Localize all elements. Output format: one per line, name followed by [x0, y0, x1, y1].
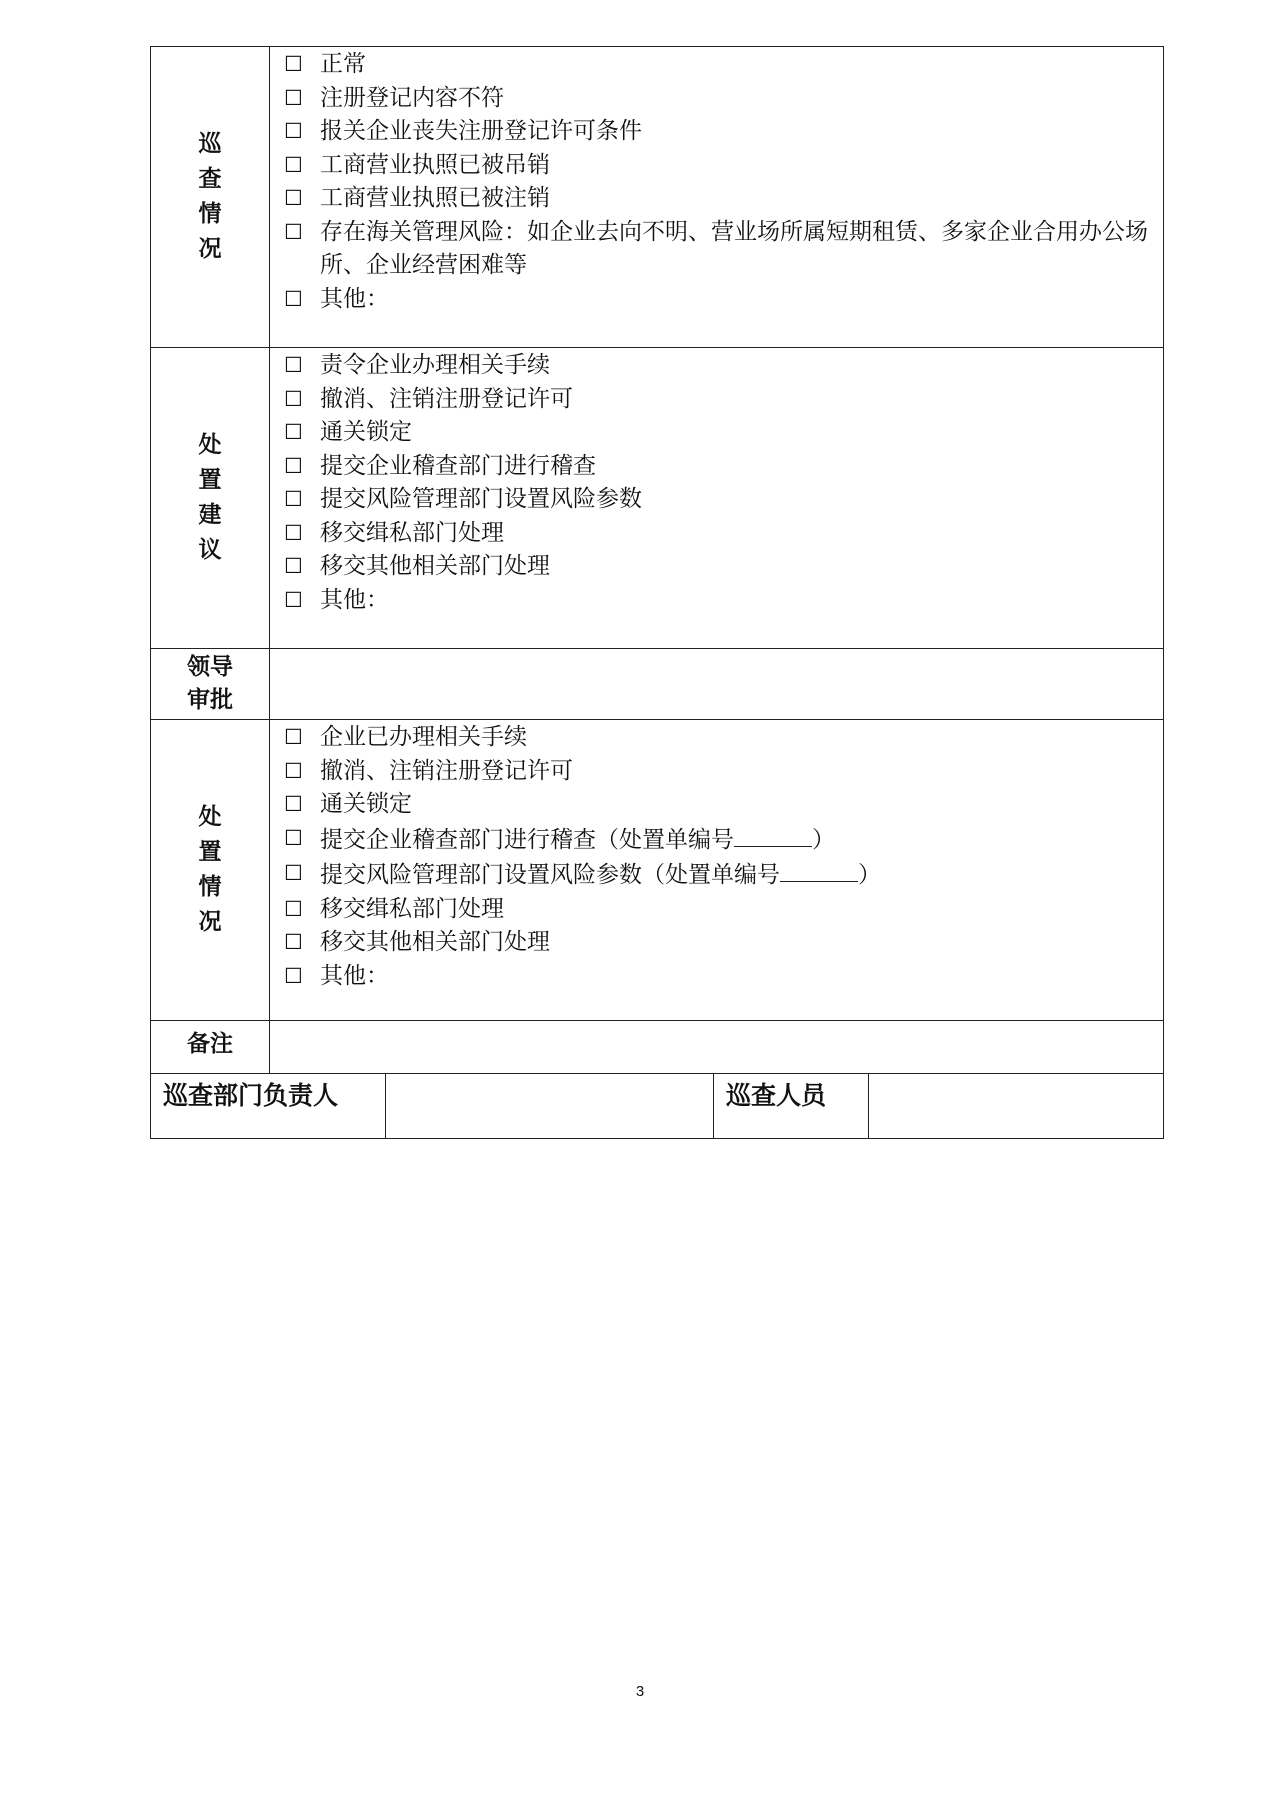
checkbox-icon[interactable]: ☐	[284, 930, 303, 954]
option-registration-mismatch[interactable]: ☐ 注册登记内容不符	[284, 82, 1153, 116]
option-other[interactable]: ☐ 其他：	[284, 283, 1153, 317]
signature-table	[150, 1073, 1164, 1139]
option-submit-audit-with-number[interactable]: ☐ 提交企业稽查部门进行稽查（处置单编号 ）	[284, 822, 1153, 858]
inspection-options	[270, 47, 1163, 316]
option-transfer-other-dept[interactable]: ☐ 移交其他相关部门处理	[284, 550, 1153, 584]
checkbox-icon[interactable]: ☐	[284, 554, 303, 578]
checkbox-icon[interactable]: ☐	[284, 186, 303, 210]
checkbox-icon[interactable]: ☐	[284, 963, 303, 988]
remarks-input-cell[interactable]	[270, 1021, 1164, 1074]
checkbox-icon[interactable]: ☐	[284, 353, 303, 377]
disposal-label: 处 置 情 况	[198, 804, 222, 935]
option-license-revoked[interactable]: ☐ 工商营业执照已被吊销	[284, 149, 1153, 183]
checkbox-icon[interactable]: ☐	[284, 520, 303, 545]
checkbox-icon[interactable]: ☐	[284, 219, 303, 244]
option-order-procedures[interactable]: ☐ 责令企业办理相关手续	[284, 349, 1153, 383]
option-license-cancelled[interactable]: ☐ 工商营业执照已被注销	[284, 182, 1153, 216]
option-transfer-other-dept[interactable]: ☐ 移交其他相关部门处理	[284, 926, 1153, 960]
checkbox-icon[interactable]: ☐	[284, 386, 303, 411]
page-number: 3	[635, 1683, 645, 1700]
approval-input-cell[interactable]	[270, 649, 1164, 720]
checkbox-icon[interactable]: ☐	[284, 286, 303, 311]
dept-head-signature-field[interactable]	[386, 1074, 714, 1139]
option-clearance-lock[interactable]: ☐ 通关锁定	[284, 788, 1153, 822]
option-lost-license-conditions[interactable]: ☐ 报关企业丧失注册登记许可条件	[284, 115, 1153, 149]
option-transfer-anti-smuggling[interactable]: ☐ 移交缉私部门处理	[284, 517, 1153, 551]
checkbox-icon[interactable]: ☐	[284, 85, 303, 110]
option-other[interactable]: ☐ 其他：	[284, 584, 1153, 618]
option-transfer-anti-smuggling[interactable]: ☐ 移交缉私部门处理	[284, 893, 1153, 927]
suggestion-label: 处 置 建 议	[198, 432, 222, 563]
checkbox-icon[interactable]: ☐	[284, 487, 303, 511]
checkbox-icon[interactable]: ☐	[284, 453, 303, 478]
disposal-number-blank[interactable]	[780, 857, 858, 882]
checkbox-icon[interactable]: ☐	[284, 896, 303, 921]
checkbox-icon[interactable]: ☐	[284, 119, 303, 143]
disposal-number-blank[interactable]	[734, 822, 812, 847]
dept-head-label-cell	[151, 1074, 386, 1139]
disposal-options-cell	[270, 720, 1164, 1021]
inspection-options-cell	[270, 47, 1164, 348]
suggestion-options	[270, 348, 1163, 617]
disposal-row	[151, 720, 1164, 1021]
option-normal[interactable]: ☐ 正常	[284, 48, 1153, 82]
checkbox-icon[interactable]: ☐	[284, 420, 303, 444]
approval-row	[151, 649, 1164, 720]
inspection-row	[151, 47, 1164, 348]
remarks-label-cell	[151, 1021, 270, 1074]
option-submit-risk-params-with-number[interactable]: ☐ 提交风险管理部门设置风险参数（处置单编号 ）	[284, 857, 1153, 893]
dept-head-label: 巡查部门负责人	[163, 1081, 339, 1110]
suggestion-row	[151, 348, 1164, 649]
inspector-signature-field[interactable]	[869, 1074, 1164, 1139]
option-clearance-lock[interactable]: ☐ 通关锁定	[284, 416, 1153, 450]
checkbox-icon[interactable]: ☐	[284, 758, 303, 783]
inspection-label: 巡 查 情 况	[198, 131, 222, 262]
remarks-row	[151, 1021, 1164, 1074]
checkbox-icon[interactable]: ☐	[284, 861, 303, 885]
approval-label: 领导审批	[187, 654, 233, 713]
checkbox-icon[interactable]: ☐	[284, 792, 303, 816]
option-other[interactable]: ☐ 其他：	[284, 960, 1153, 994]
option-revoke-registration[interactable]: ☐ 撤消、注销注册登记许可	[284, 755, 1153, 789]
suggestion-label-cell	[151, 348, 270, 649]
approval-label-cell	[151, 649, 270, 720]
inspection-label-cell	[151, 47, 270, 348]
inspector-label: 巡查人员	[726, 1081, 827, 1110]
checkbox-icon[interactable]: ☐	[284, 52, 303, 76]
checkbox-icon[interactable]: ☐	[284, 587, 303, 612]
checkbox-icon[interactable]: ☐	[284, 152, 303, 177]
checkbox-icon[interactable]: ☐	[284, 825, 303, 850]
inspection-form-table	[150, 46, 1164, 1074]
disposal-label-cell	[151, 720, 270, 1021]
remarks-label: 备注	[187, 1031, 233, 1057]
option-revoke-registration[interactable]: ☐ 撤消、注销注册登记许可	[284, 383, 1153, 417]
suggestion-options-cell	[270, 348, 1164, 649]
inspector-label-cell	[714, 1074, 869, 1139]
option-customs-risk[interactable]: ☐ 存在海关管理风险：如企业去向不明、营业场所属短期租赁、多家企业合用办公场所、企业经营困难等	[284, 216, 1153, 283]
disposal-options	[270, 720, 1163, 993]
checkbox-icon[interactable]: ☐	[284, 725, 303, 749]
option-procedures-done[interactable]: ☐ 企业已办理相关手续	[284, 721, 1153, 755]
option-submit-audit[interactable]: ☐ 提交企业稽查部门进行稽查	[284, 450, 1153, 484]
option-submit-risk-params[interactable]: ☐ 提交风险管理部门设置风险参数	[284, 483, 1153, 517]
